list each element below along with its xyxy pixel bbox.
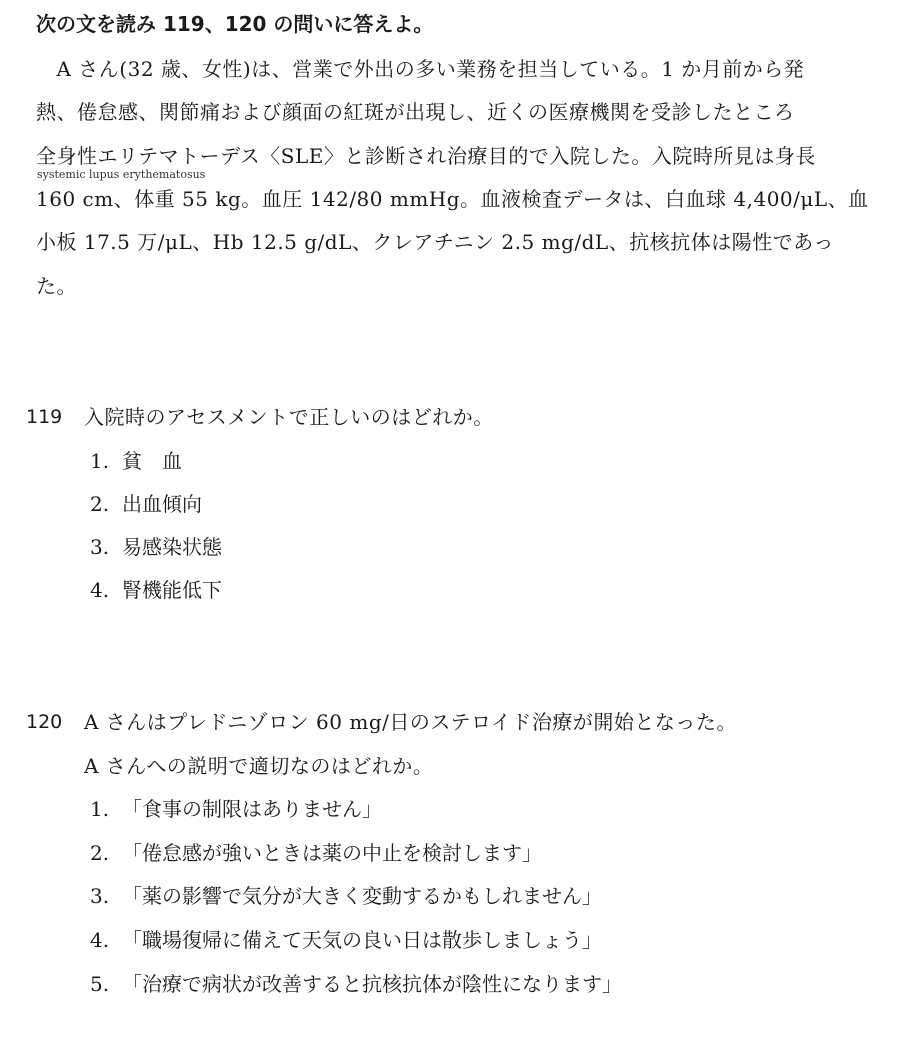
passage-line: 小板 17.5 万/μL、Hb 12.5 g/dL、クレアチニン 2.5 mg/dL、抗核抗体は陽性であっ	[36, 230, 834, 254]
passage-line: 全身性エリテマトーデス〈SLE〉と診断され治療目的で入院した。入院時所見は身長	[36, 144, 816, 168]
passage-line: 熱、倦怠感、関節痛および顔面の紅斑が出現し、近くの医療機関を受診したところ	[36, 100, 795, 124]
option-number: 4.	[90, 928, 110, 952]
option-text: 「倦怠感が強いときは薬の中止を検討します」	[122, 841, 542, 865]
passage-line: A さん(32 歳、女性)は、営業で外出の多い業務を担当している。1 か月前から発	[36, 57, 805, 81]
q119-option-2[interactable]	[90, 490, 202, 518]
question-number-119: 119	[26, 406, 63, 428]
option-number: 1.	[90, 797, 110, 821]
option-number: 2.	[90, 841, 110, 865]
q119-option-4[interactable]	[90, 576, 222, 604]
option-text: 「薬の影響で気分が大きく変動するかもしれません」	[122, 884, 602, 908]
question-120-text: A さんはプレドニゾロン 60 mg/日のステロイド治療が開始となった。	[84, 710, 737, 734]
option-text: 貧 血	[122, 449, 182, 473]
option-number: 3.	[90, 535, 110, 559]
q119-option-1[interactable]	[90, 447, 182, 475]
q120-option-5[interactable]	[90, 970, 622, 998]
question-119-text: 入院時のアセスメントで正しいのはどれか。	[84, 405, 494, 429]
option-number: 4.	[90, 578, 110, 602]
sle-ruby-annotation: systemic lupus erythematosus	[37, 168, 206, 181]
option-text: 「食事の制限はありません」	[122, 797, 382, 821]
option-text: 易感染状態	[122, 535, 222, 559]
instruction-heading: 次の文を読み 119、120 の問いに答えよ。	[36, 12, 434, 36]
option-number: 2.	[90, 492, 110, 516]
question-number-120: 120	[26, 711, 63, 733]
option-text: 「職場復帰に備えて天気の良い日は散歩しましょう」	[122, 928, 602, 952]
q120-option-4[interactable]	[90, 926, 602, 954]
passage-line: 160 cm、体重 55 kg。血圧 142/80 mmHg。血液検査データは、白血球 4,400/μL、血	[36, 187, 869, 211]
option-number: 5.	[90, 972, 110, 996]
q120-option-3[interactable]	[90, 882, 602, 910]
q119-option-3[interactable]	[90, 533, 222, 561]
q120-option-1[interactable]	[90, 795, 382, 823]
option-text: 出血傾向	[122, 492, 202, 516]
option-text: 腎機能低下	[122, 578, 222, 602]
q120-option-2[interactable]	[90, 839, 542, 867]
option-text: 「治療で病状が改善すると抗核抗体が陰性になります」	[122, 972, 622, 996]
option-number: 3.	[90, 884, 110, 908]
passage-line: た。	[36, 274, 77, 298]
option-number: 1.	[90, 449, 110, 473]
question-120-text: A さんへの説明で適切なのはどれか。	[84, 754, 434, 778]
